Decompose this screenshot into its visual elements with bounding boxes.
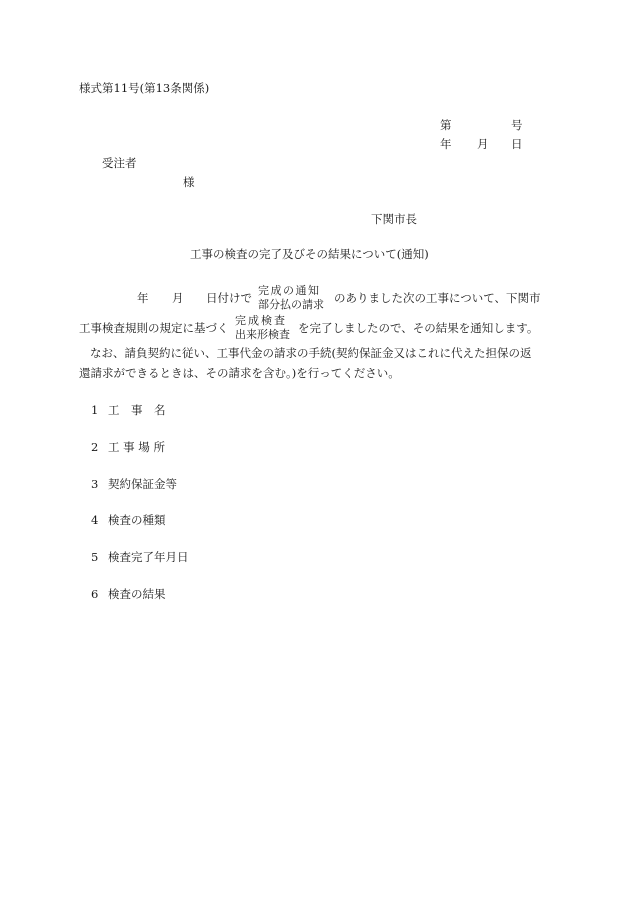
recipient-label: 受注者 (102, 156, 137, 170)
item-number: 5 (91, 550, 99, 564)
body-line1-rest: のありました次の工事について、下関市 (334, 291, 541, 305)
body-para2-line2: 還請求ができるときは、その請求を含む。)を行ってください。 (79, 366, 400, 380)
body-year-label: 年 (137, 291, 149, 305)
choice-completion-inspection: 完成検査 (235, 314, 287, 327)
date-month-label: 月 (477, 137, 489, 151)
item-label-completion-date: 検査完了年月日 (108, 550, 189, 564)
choice-progress-inspection: 出来形検査 (235, 327, 290, 341)
page-title: 工事の検査の完了及びその結果について(通知) (190, 247, 429, 261)
item-number: 6 (91, 587, 99, 601)
body-line2-rest: を完了しましたので、その結果を通知します。 (298, 321, 539, 335)
choice-notification-or-request (258, 284, 324, 312)
sender-name: 下関市長 (371, 212, 417, 226)
body-date-suffix: 日付けで (206, 291, 252, 305)
doc-number-prefix: 第 (440, 118, 452, 132)
choice-partial-payment-request: 部分払の請求 (258, 297, 324, 311)
body-para2-line1: なお、請負契約に従い、工事代金の請求の手続(契約保証金又はこれに代えた担保の返 (90, 346, 532, 360)
date-day-label: 日 (511, 137, 523, 151)
body-line2-start: 工事検査規則の規定に基づく (79, 321, 229, 335)
item-number: 2 (91, 440, 99, 454)
item-label-site: 工 事 場 所 (108, 440, 165, 454)
item-label-deposit: 契約保証金等 (108, 477, 177, 491)
form-label: 様式第11号(第13条関係) (79, 81, 210, 95)
item-number: 1 (91, 403, 99, 417)
choice-completion-notice: 完成の通知 (258, 284, 321, 297)
recipient-honorific: 様 (183, 175, 195, 189)
date-year-label: 年 (440, 137, 452, 151)
item-label-project-name: 工 事 名 (108, 403, 166, 417)
choice-inspection-type (235, 314, 290, 342)
item-label-result: 検査の結果 (108, 587, 166, 601)
body-month-label: 月 (172, 291, 184, 305)
doc-number-suffix: 号 (511, 118, 523, 132)
item-label-inspection-type: 検査の種類 (108, 513, 166, 527)
item-number: 4 (91, 513, 99, 527)
item-number: 3 (91, 477, 99, 491)
